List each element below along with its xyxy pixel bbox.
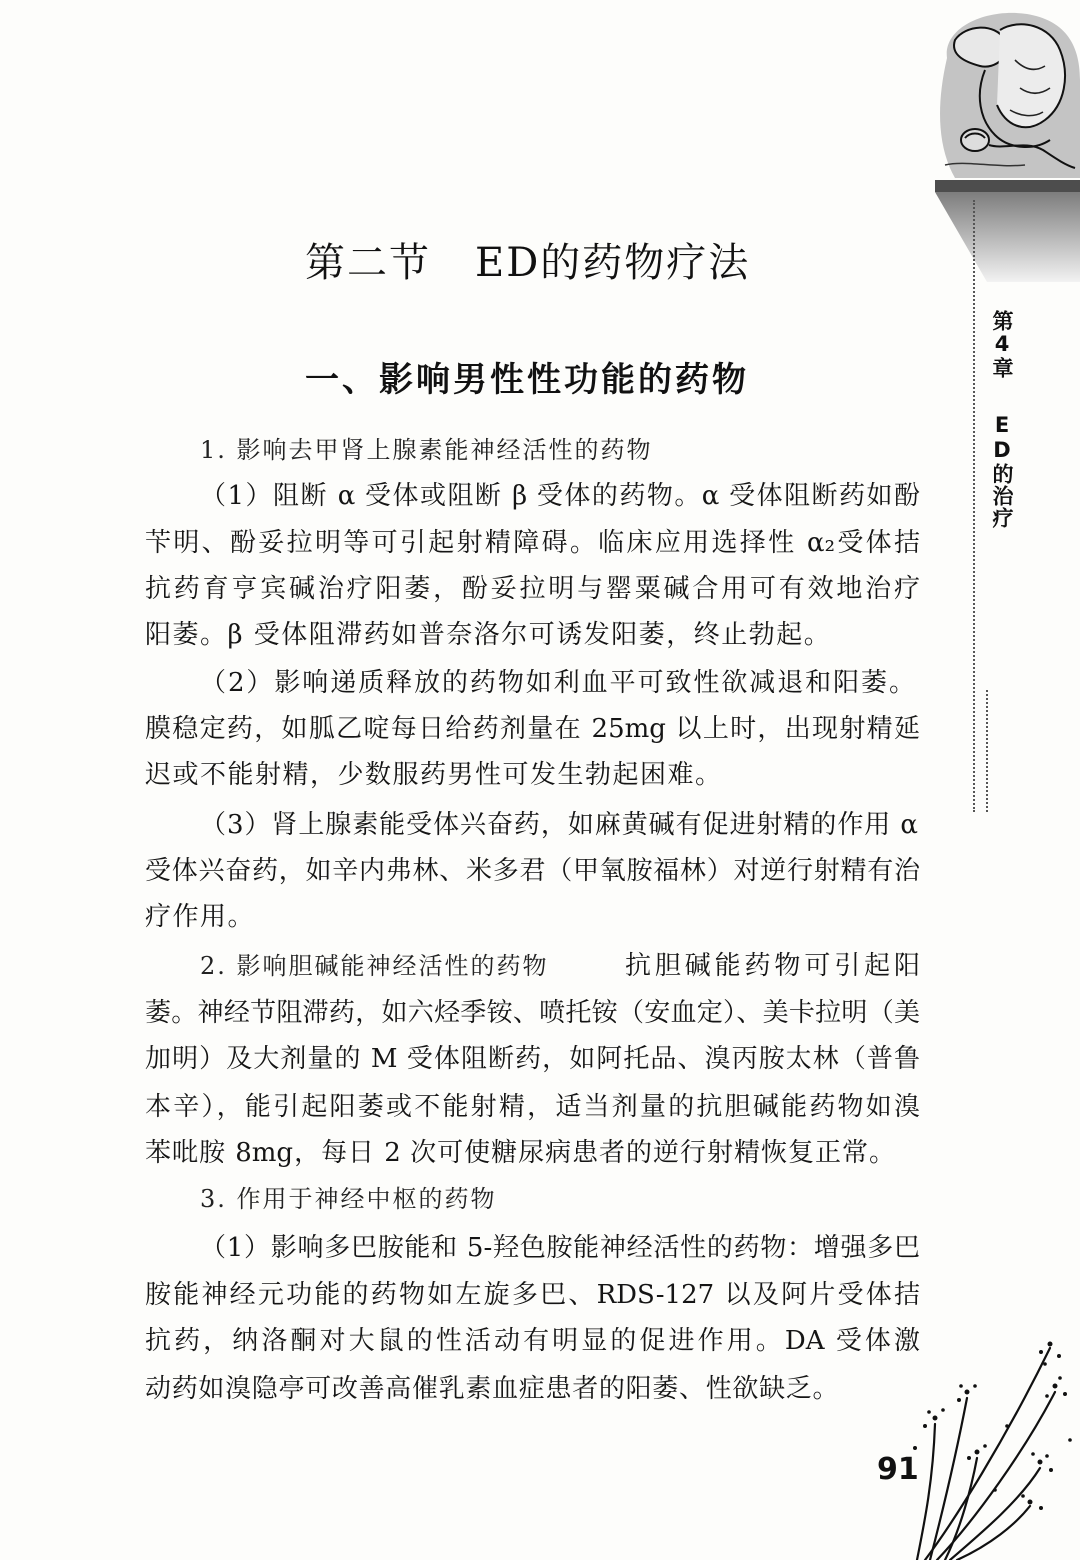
- item-heading-1: 1. 影响去甲肾上腺素能神经活性的药物: [200, 436, 653, 464]
- body-line: 苯吡胺 8mg，每日 2 次可使糖尿病患者的逆行射精恢复正常。: [145, 1138, 895, 1168]
- item-heading-3: 3. 作用于神经中枢的药物: [200, 1185, 497, 1213]
- subheading: 一、影响男性性功能的药物: [305, 360, 749, 400]
- body-line: 萎。神经节阻滞药，如六烃季铵、喷托铵（安血定）、美卡拉明（美: [145, 998, 920, 1028]
- body-line: 动药如溴隐亭可改善高催乳素血症患者的阳萎、性欲缺乏。: [145, 1374, 840, 1404]
- body-line: 苄明、酚妥拉明等可引起射精障碍。临床应用选择性 α₂受体拮: [145, 528, 920, 558]
- body-line: 抗胆碱能药物可引起阳: [625, 951, 920, 981]
- body-line: 迟或不能射精，少数服药男性可发生勃起困难。: [145, 760, 723, 790]
- page-number: 91: [877, 1452, 919, 1487]
- section-number: 第二节: [305, 240, 431, 286]
- margin-rule: [973, 200, 975, 812]
- body-line: （3）肾上腺素能受体兴奋药，如麻黄碱有促进射精的作用 α: [200, 810, 918, 840]
- side-tab-topic: ED的治疗: [990, 413, 1014, 529]
- body-line: 本辛），能引起阳萎或不能射精，适当剂量的抗胆碱能药物如溴: [145, 1092, 920, 1122]
- body-line: 加明）及大剂量的 M 受体阻断药，如阿托品、溴丙胺太林（普鲁: [145, 1044, 920, 1074]
- side-tab-chapter: 第4章: [990, 310, 1014, 379]
- margin-rule-secondary: [986, 690, 988, 812]
- body-line: 胺能神经元功能的药物如左旋多巴、RDS-127 以及阿片受体拮: [145, 1280, 920, 1310]
- item-heading-2: 2. 影响胆碱能神经活性的药物: [200, 952, 549, 980]
- body-line: 阳萎。β 受体阻滞药如普奈洛尔可诱发阳萎，终止勃起。: [145, 620, 832, 650]
- body-line: 抗药，纳洛酮对大鼠的性活动有明显的促进作用。DA 受体激: [145, 1326, 920, 1356]
- chapter-illustration: [925, 0, 1080, 285]
- body-line: （1）阻断 α 受体或阻断 β 受体的药物。α 受体阻断药如酚: [200, 481, 920, 511]
- body-line: （1）影响多巴胺能和 5-羟色胺能神经活性的药物：增强多巴: [200, 1233, 920, 1263]
- body-line: 受体兴奋药，如辛内弗林、米多君（甲氧胺福林）对逆行射精有治: [145, 856, 920, 886]
- body-line: 抗药育亨宾碱治疗阳萎，酚妥拉明与罂粟碱合用可有效地治疗: [145, 574, 920, 604]
- body-line: （2）影响递质释放的药物如利血平可致性欲减退和阳萎。: [200, 668, 915, 698]
- body-line: 膜稳定药，如胍乙啶每日给药剂量在 25mg 以上时，出现射精延: [145, 714, 920, 744]
- section-title: ED的药物疗法: [475, 240, 751, 286]
- decorative-spray: [895, 1330, 1080, 1560]
- body-line: 疗作用。: [145, 902, 256, 932]
